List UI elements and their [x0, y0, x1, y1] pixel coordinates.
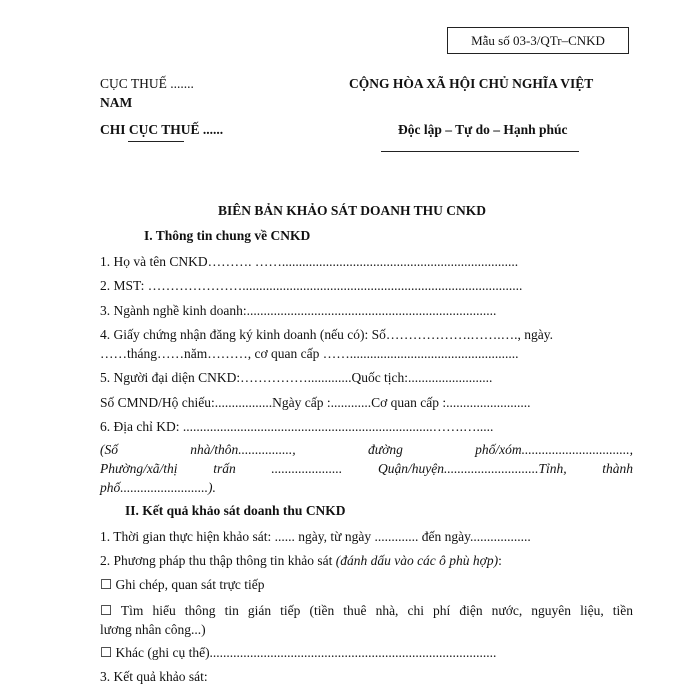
field-address: 6. Địa chỉ KD: ..........................................................................…….…..... — [100, 419, 494, 434]
collection-method-hint: (đánh dấu vào các ô phù hợp) — [335, 553, 499, 568]
option-indirect — [100, 601, 633, 639]
collection-method-label: 2. Phương pháp thu thập thông tin khảo sát — [100, 553, 336, 568]
option-direct-observation: ☐ Ghi chép, quan sát trực tiếp — [100, 577, 265, 592]
address-line-2: Phường/xã/thị trấn ..................... Quận/huyện............................Tỉnh, thành — [100, 461, 633, 476]
field-representative: 5. Người đại diện CNKD:…………….............Quốc tịch:......................... — [100, 370, 493, 385]
collection-method-colon: : — [498, 553, 502, 568]
collection-method — [100, 553, 502, 569]
address-detail — [100, 440, 633, 497]
country-name: CỘNG HÒA XÃ HỘI CHỦ NGHĨA VIỆT — [349, 76, 594, 91]
field-tax-code: 2. MST: …………………................................................................................... — [100, 278, 523, 293]
form-code: Mẫu số 03-3/QTr–CNKD — [471, 32, 605, 48]
survey-result: 3. Kết quả khảo sát: — [100, 669, 208, 684]
document-title: BIÊN BẢN KHẢO SÁT DOANH THU CNKD — [218, 203, 487, 218]
address-line-1: (Số nhà/thôn................, đường phố/xóm................................, — [100, 442, 633, 457]
country-motto: Độc lập – Tự do – Hạnh phúc — [398, 122, 568, 137]
address-line-3: phố..........................). — [100, 480, 216, 495]
sub-tax-department-label: CHI CỤC THUẾ ...... — [100, 122, 224, 137]
field-name: 1. Họ và tên CNKD………. ……...................................................................... — [100, 254, 519, 269]
section1-heading: I. Thông tin chung về CNKD — [144, 228, 311, 243]
tax-department-label-cont: NAM — [100, 95, 133, 110]
survey-time: 1. Thời gian thực hiện khảo sát: ...... ngày, từ ngày ............. đến ngày.................. — [100, 529, 531, 544]
left-underline — [128, 141, 184, 142]
motto-underline — [381, 151, 579, 152]
section2-heading: II. Kết quả khảo sát doanh thu CNKD — [125, 503, 346, 518]
field-id-card: Số CMND/Hộ chiếu:.................Ngày cấp :............Cơ quan cấp :......................... — [100, 395, 531, 410]
field-license-date: ……tháng……năm………, cơ quan cấp …….................................................. — [100, 346, 519, 361]
option-indirect-line-1: ☐ Tìm hiểu thông tin gián tiếp (tiền thuê nhà, chi phí điện nước, nguyên liệu, tiền — [100, 603, 633, 618]
field-license: 4. Giấy chứng nhận đăng ký kinh doanh (nếu có): Số……………….…….…., ngày. — [100, 327, 554, 342]
field-business-line: 3. Ngành nghề kinh doanh:.......................................................................... — [100, 303, 497, 318]
tax-department-label: CỤC THUẾ ....... — [100, 76, 194, 91]
option-other: ☐ Khác (ghi cụ thể)..................................................................................... — [100, 645, 497, 660]
form-code-box — [447, 27, 629, 54]
option-indirect-line-2: lương nhân công...) — [100, 622, 206, 637]
